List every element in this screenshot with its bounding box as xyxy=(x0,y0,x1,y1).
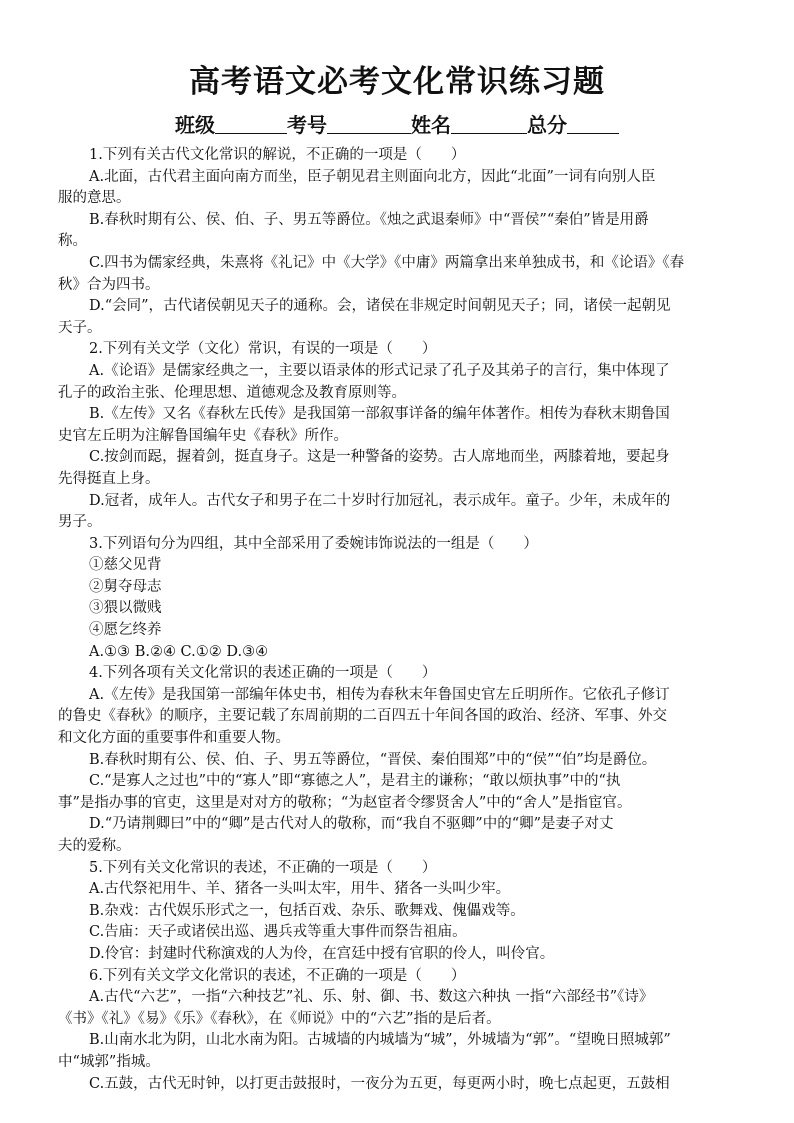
text-line: 夫的爱称。 xyxy=(58,838,131,854)
text-line: C.四书为儒家经典，朱熹将《礼记》中《大学》《中庸》两篇拿出来单独成书，和《论语》《春 xyxy=(89,254,685,271)
text-line: A.古代“六艺”，一指“六种技艺”礼、乐、射、御、书、数这六种执 一指“六部经书”《诗》 xyxy=(89,989,654,1006)
text-line: 事”是指办事的官吏，这里是对对方的敬称；“为赵宦者令缪贤舍人”中的“舍人”是指宦官。 xyxy=(58,794,632,811)
text-line: D.伶官：封建时代称演戏的人为伶，在宫廷中授有官职的伶人，叫伶官。 xyxy=(89,945,555,962)
page-title: 高考语文必考文化常识练习题 xyxy=(189,64,605,100)
text-line: D.“乃请荆卿曰”中的“卿”是古代对人的敬称，而“我自不驱卿”中的“卿”是妻子对丈 xyxy=(89,816,614,833)
text-line: ①慈父见背 xyxy=(89,557,162,574)
score-blank xyxy=(567,113,619,134)
text-line: 史官左丘明为注解鲁国编年史《春秋》所作。 xyxy=(58,427,348,444)
class-blank xyxy=(215,113,287,134)
text-line: 称。 xyxy=(58,233,87,250)
text-line: 1.下列有关古代文化常识的解说，不正确的一项是（ ） xyxy=(89,147,466,163)
text-line: B.山南水北为阴，山北水南为阳。古城墙的内城墙为“城”，外城墙为“郭”。“望晚日照城郭” xyxy=(89,1032,671,1049)
text-line: 服的意思。 xyxy=(58,190,131,207)
text-line: 男子。 xyxy=(58,514,102,531)
text-line: D.冠者，成年人。古代女子和男子在二十岁时行加冠礼，表示成年。童子。少年，未成年的 xyxy=(89,492,671,509)
text-line: 6.下列有关文学文化常识的表述，不正确的一项是（ ） xyxy=(89,967,466,984)
class-label: 班级 xyxy=(175,113,215,137)
text-line: C.五鼓，古代无时钟，以打更击鼓报时，一夜分为五更，每更两小时，晚七点起更，五鼓相 xyxy=(89,1075,670,1092)
name-label: 姓名 xyxy=(411,113,451,137)
text-line: ③猥以微贱 xyxy=(89,600,162,617)
exam-no-blank xyxy=(327,113,411,134)
text-line: ④愿乞终养 xyxy=(89,622,162,639)
text-line: B.《左传》又名《春秋左氏传》是我国第一部叙事详备的编年体著作。相传为春秋末期鲁国 xyxy=(89,406,670,423)
text-line: C.按剑而跽，握着剑，挺直身子。这是一种警备的姿势。古人席地而坐，两膝着地，要起身 xyxy=(89,449,670,466)
text-line: 秋》合为四书。 xyxy=(58,276,160,293)
text-line: B.杂戏：古代娱乐形式之一，包括百戏、杂乐、歌舞戏、傀儡戏等。 xyxy=(89,902,525,919)
exam-no-label: 考号 xyxy=(287,113,327,137)
text-line: 3.下列语句分为四组，其中全部采用了委婉讳饰说法的一组是（ ） xyxy=(89,535,538,552)
text-line: 2.下列有关文学（文化）常识，有误的一项是（ ） xyxy=(89,341,437,358)
text-line: B.春秋时期有公、侯、伯、子、男五等爵位，“晋侯、秦伯围郑”中的“侯”“伯”均是爵位。 xyxy=(89,751,657,768)
name-blank xyxy=(451,113,527,134)
text-line: 4.下列各项有关文化常识的表述正确的一项是（ ） xyxy=(89,665,437,682)
text-line: 天子。 xyxy=(58,319,102,336)
text-line: A.北面，古代君主面向南方而坐，臣子朝见君主则面向北方，因此“北面”一词有向别人臣 xyxy=(89,168,656,185)
text-line: ②舅夺母志 xyxy=(89,578,162,595)
question-body xyxy=(58,145,738,1095)
student-info-header xyxy=(0,112,794,138)
score-label: 总分 xyxy=(527,113,567,137)
text-line: A.古代祭祀用牛、羊、猪各一头叫太牢，用牛、猪各一头叫少牢。 xyxy=(89,881,511,898)
text-line: A.《左传》是我国第一部编年体史书，相传为春秋末年鲁国史官左丘明所作。它依孔子修订 xyxy=(89,686,670,703)
text-line: C.告庙：天子或诸侯出巡、遇兵戎等重大事件而祭告祖庙。 xyxy=(89,924,467,941)
text-line: B.春秋时期有公、侯、伯、子、男五等爵位。《烛之武退秦师》中“晋侯”“秦伯”皆是用爵 xyxy=(89,211,649,228)
text-line: 孔子的政治主张、伦理思想、道德观念及教育原则等。 xyxy=(58,384,406,401)
text-line: A.《论语》是儒家经典之一，主要以语录体的形式记录了孔子及其弟子的言行，集中体现了 xyxy=(89,362,670,379)
text-line: C.“是寡人之过也”中的“寡人”即“寡德之人”，是君主的谦称；“敢以烦执事”中的“执 xyxy=(89,773,621,790)
text-line: 5.下列有关文化常识的表述，不正确的一项是（ ） xyxy=(89,859,437,876)
text-line: 中“城郭”指城。 xyxy=(58,1053,160,1070)
text-line: 《书》《礼》《易》《乐》《春秋》，在《师说》中的“六艺”指的是后者。 xyxy=(58,1010,501,1027)
text-line: 先得挺直上身。 xyxy=(58,470,160,487)
text-line: 的鲁史《春秋》的顺序，主要记载了东周前期的二百四五十年间各国的政治、经济、军事、外交 xyxy=(58,708,667,725)
text-line: D.“会同”，古代诸侯朝见天子的通称。会，诸侯在非规定时间朝见天子；同，诸侯一起朝见 xyxy=(89,298,671,315)
text-line: 和文化方面的重要事件和重要人物。 xyxy=(58,730,290,747)
text-line: A.①③ B.②④ C.①② D.③④ xyxy=(89,643,269,660)
